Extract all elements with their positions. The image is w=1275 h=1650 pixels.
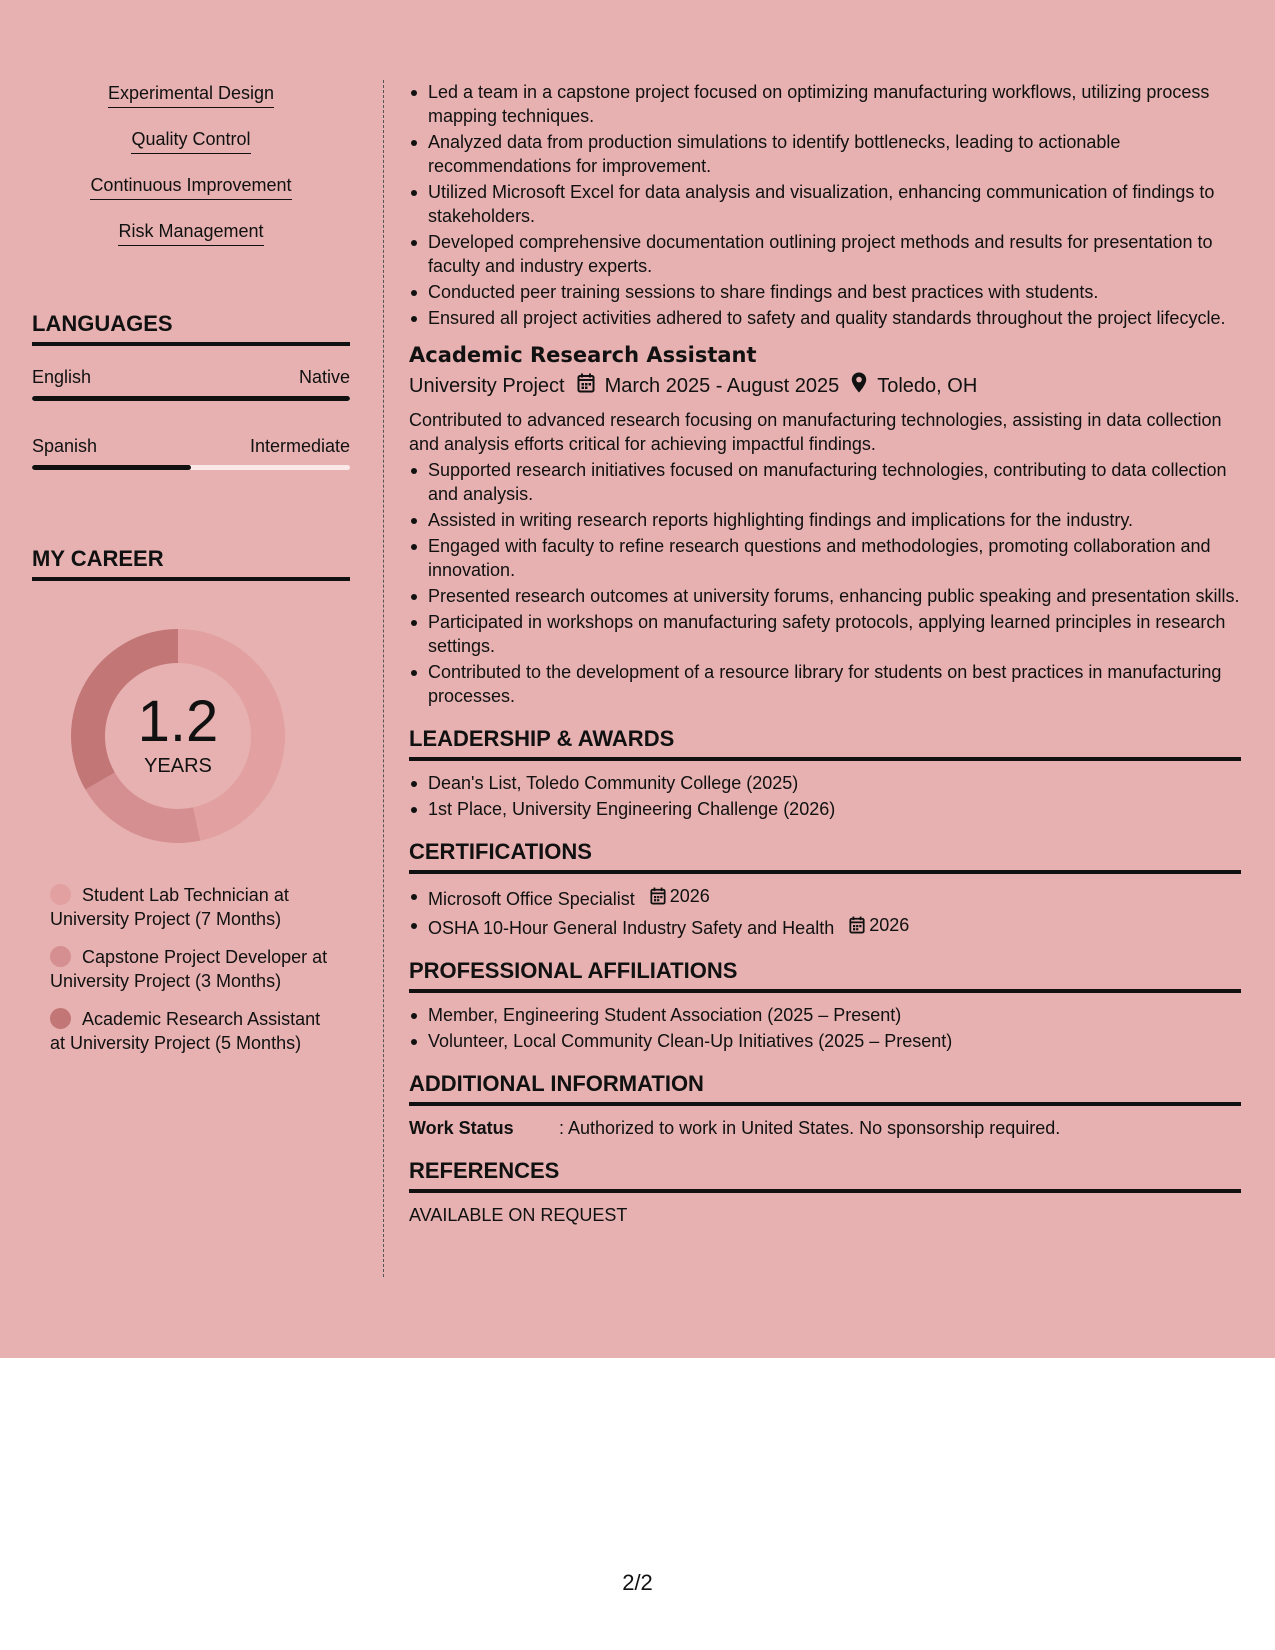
language-proficiency-bar [32, 465, 350, 470]
work-status-label: Work Status [409, 1118, 514, 1138]
career-section [32, 546, 350, 1055]
bullet-item: Contributed to the development of a resource library for students on best practices in manufacturing processes. [409, 660, 1241, 708]
bullet-item: Engaged with faculty to refine research questions and methodologies, promoting collaboration and innovation. [409, 534, 1241, 582]
language-name: English [32, 367, 92, 387]
job-location: Toledo, OH [877, 375, 978, 397]
calendar-icon [577, 373, 595, 400]
certification-year-group [650, 884, 710, 908]
skill-item: Experimental Design [108, 82, 274, 108]
affiliations-title: PROFESSIONAL AFFILIATIONS [409, 958, 1241, 993]
calendar-icon [650, 887, 666, 905]
legend-dot [50, 946, 71, 967]
right-column [409, 80, 1241, 1227]
bullet-item: Utilized Microsoft Excel for data analysis and visualization, enhancing communication of findings to stakeholders. [409, 180, 1241, 228]
job-bullets [409, 458, 1241, 708]
language-name: Spanish [32, 436, 98, 456]
award-item: 1st Place, University Engineering Challenge (2026) [409, 797, 1241, 821]
bullet-item: Analyzed data from production simulations to identify bottlenecks, leading to actionable recommendations for improvement. [409, 130, 1241, 178]
bullet-item: Supported research initiatives focused on manufacturing technologies, contributing to data collection and analysis. [409, 458, 1241, 506]
donut-segment [85, 773, 200, 844]
affiliation-item: Member, Engineering Student Association (2025 – Present) [409, 1003, 1241, 1027]
additional-info-title: ADDITIONAL INFORMATION [409, 1071, 1241, 1106]
career-legend-item [50, 945, 330, 993]
career-total-years: 1.2 [137, 689, 219, 754]
award-item: Dean's List, Toledo Community College (2025) [409, 771, 1241, 795]
column-divider [383, 80, 384, 1277]
job-company: University Project [409, 375, 565, 397]
certification-year: 2026 [669, 886, 710, 906]
languages-title: LANGUAGES [32, 311, 350, 346]
bullet-item: Presented research outcomes at university forums, enhancing public speaking and presentation skills. [409, 584, 1241, 608]
skill-item: Continuous Improvement [90, 174, 291, 200]
language-proficiency-fill [32, 396, 350, 401]
certification-item [409, 913, 1241, 940]
certification-name: Microsoft Office Specialist [428, 889, 635, 909]
left-column [32, 82, 350, 1069]
career-legend [32, 883, 350, 1055]
skills-list [32, 82, 350, 266]
job-title: Academic Research Assistant [409, 343, 757, 367]
skill-item: Risk Management [118, 220, 263, 246]
legend-dot [50, 884, 71, 905]
affiliation-item: Volunteer, Local Community Clean-Up Initiatives (2025 – Present) [409, 1029, 1241, 1053]
certification-year-group [849, 913, 909, 937]
legend-label: Capstone Project Developer at University Project (3 Months) [50, 947, 328, 991]
certification-name: OSHA 10-Hour General Industry Safety and Health [428, 918, 835, 938]
certifications-title: CERTIFICATIONS [409, 839, 1241, 874]
work-status-value: : Authorized to work in United States. No sponsorship required. [559, 1118, 1061, 1138]
career-legend-item [50, 883, 330, 931]
language-level: Native [298, 367, 350, 387]
certification-year: 2026 [869, 915, 910, 935]
languages-section [32, 311, 350, 470]
language-level: Intermediate [249, 436, 350, 456]
certifications-list [409, 884, 1241, 940]
language-row [32, 435, 350, 457]
bullet-item: Conducted peer training sessions to share findings and best practices with students. [409, 280, 1241, 304]
location-pin-icon [851, 372, 867, 400]
legend-label: Academic Research Assistant at University Project (5 Months) [50, 1009, 321, 1053]
references-title: REFERENCES [409, 1158, 1241, 1193]
career-title: MY CAREER [32, 546, 350, 581]
bullet-item: Assisted in writing research reports highlighting findings and implications for the industry. [409, 508, 1241, 532]
language-proficiency-fill [32, 465, 191, 470]
skill-item: Quality Control [131, 128, 250, 154]
job-dates: March 2025 - August 2025 [604, 375, 840, 397]
awards-list [409, 771, 1241, 821]
career-donut-chart [65, 623, 291, 849]
language-row [32, 366, 350, 388]
awards-title: LEADERSHIP & AWARDS [409, 726, 1241, 761]
job-meta [409, 372, 1241, 400]
previous-job-bullets [409, 80, 1241, 330]
bullet-item: Ensured all project activities adhered to safety and quality standards throughout the project lifecycle. [409, 306, 1241, 330]
legend-label: Student Lab Technician at University Project (7 Months) [50, 885, 289, 929]
work-status-row [409, 1116, 1241, 1140]
career-legend-item [50, 1007, 330, 1055]
calendar-icon [849, 916, 865, 934]
bullet-item: Participated in workshops on manufacturing safety protocols, applying learned principles in research settings. [409, 610, 1241, 658]
bullet-item: Led a team in a capstone project focused on optimizing manufacturing workflows, utilizing process mapping techniques. [409, 80, 1241, 128]
bullet-item: Developed comprehensive documentation outlining project methods and results for presentation to faculty and industry experts. [409, 230, 1241, 278]
affiliations-list [409, 1003, 1241, 1053]
language-proficiency-bar [32, 396, 350, 401]
certification-item [409, 884, 1241, 911]
page-number: 2/2 [622, 1570, 653, 1595]
career-total-unit: YEARS [144, 755, 212, 777]
references-text: AVAILABLE ON REQUEST [409, 1205, 628, 1225]
job-description: Contributed to advanced research focusing on manufacturing technologies, assisting in data collection and analysis efforts critical for achieving impactful findings. [409, 410, 1222, 454]
legend-dot [50, 1008, 71, 1029]
